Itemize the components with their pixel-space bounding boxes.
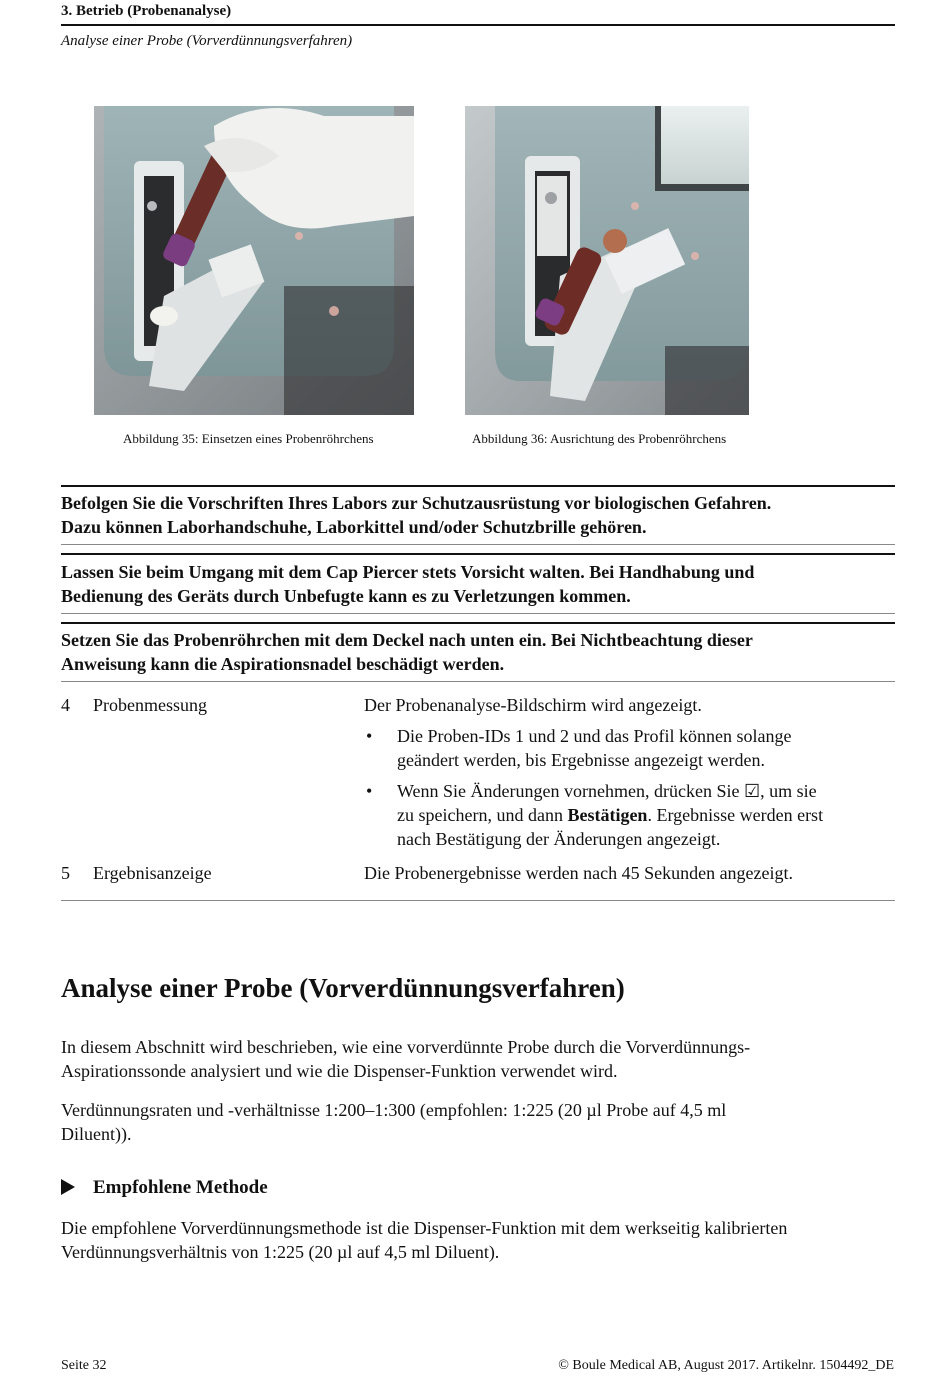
notice-2-top-rule bbox=[61, 553, 895, 555]
method-heading-text: Empfohlene Methode bbox=[93, 1177, 268, 1198]
confirm-label: Bestätigen bbox=[567, 805, 648, 825]
notice-1-line-2: Dazu können Laborhandschuhe, Laborkittel und/oder Schutzbrille gehören. bbox=[61, 517, 647, 537]
intro-line-2: Aspirationssonde analysiert und wie die Dispenser-Funktion verwendet wird. bbox=[61, 1061, 618, 1081]
notice-tube-orientation bbox=[61, 628, 895, 676]
notice-cap-piercer bbox=[61, 560, 895, 608]
step-4-bullet-2 bbox=[364, 779, 894, 851]
bullet-2-line-1-suffix: , um sie bbox=[760, 781, 817, 801]
step-5-row bbox=[0, 861, 950, 885]
rates-line-1: Verdünnungsraten und -verhältnisse 1:200–1:300 (empfohlen: 1:225 (20 µl Probe auf 4,5 ml bbox=[61, 1100, 727, 1120]
dilution-rates bbox=[61, 1098, 895, 1146]
bullet-2-line-1-prefix: Wenn Sie Änderungen vornehmen, drücken Sie bbox=[397, 781, 740, 801]
notice-biohazard bbox=[61, 491, 895, 539]
figure-35-photo bbox=[94, 106, 414, 415]
method-line-2: Verdünnungsverhältnis von 1:225 (20 µl auf 4,5 ml Diluent). bbox=[61, 1242, 500, 1262]
bullet-2-line-2-suffix: . Ergebnisse werden erst bbox=[647, 805, 824, 825]
page-number: Seite 32 bbox=[61, 1358, 107, 1373]
section-intro bbox=[61, 1035, 895, 1083]
notice-1-top-rule bbox=[61, 485, 895, 487]
copyright: © Boule Medical AB, August 2017. Artikelnr. 1504492_DE bbox=[558, 1358, 894, 1373]
notice-2-line-1: Lassen Sie beim Umgang mit dem Cap Piercer stets Vorsicht walten. Bei Handhabung und bbox=[61, 562, 755, 582]
triangle-right-icon bbox=[61, 1179, 75, 1195]
steps-bottom-rule bbox=[61, 900, 895, 901]
method-line-1: Die empfohlene Vorverdünnungsmethode ist die Dispenser-Funktion mit dem werkseitig kalibrierten bbox=[61, 1218, 788, 1238]
step-4-name: Probenmessung bbox=[93, 695, 207, 715]
notice-2-bottom-rule bbox=[61, 613, 895, 614]
notice-3-bottom-rule bbox=[61, 681, 895, 682]
notice-1-bottom-rule bbox=[61, 544, 895, 545]
step-5-description: Die Probenergebnisse werden nach 45 Sekunden angezeigt. bbox=[364, 863, 794, 883]
step-4-bullet-1 bbox=[364, 724, 894, 772]
bullet-1-line-2: geändert werden, bis Ergebnisse angezeigt werden. bbox=[397, 750, 766, 770]
bullet-2-line-3: nach Bestätigung der Änderungen angezeigt. bbox=[397, 829, 721, 849]
checkbox-icon: ☑ bbox=[743, 781, 761, 801]
step-5-name: Ergebnisanzeige bbox=[93, 863, 212, 883]
notice-3-line-1: Setzen Sie das Probenröhrchen mit dem Deckel nach unten ein. Bei Nichtbeachtung dieser bbox=[61, 630, 753, 650]
rates-line-2: Diluent)). bbox=[61, 1124, 132, 1144]
step-4-number: 4 bbox=[61, 695, 70, 715]
method-paragraph bbox=[61, 1216, 895, 1264]
step-4-description: Der Probenanalyse-Bildschirm wird angezeigt. bbox=[364, 695, 702, 715]
notice-2-line-2: Bedienung des Geräts durch Unbefugte kann es zu Verletzungen kommen. bbox=[61, 586, 631, 606]
notice-1-line-1: Befolgen Sie die Vorschriften Ihres Labors zur Schutzausrüstung vor biologischen Gefahren. bbox=[61, 493, 772, 513]
intro-line-1: In diesem Abschnitt wird beschrieben, wie eine vorverdünnte Probe durch die Vorverdünnungs- bbox=[61, 1037, 751, 1057]
running-subtitle: Analyse einer Probe (Vorverdünnungsverfahren) bbox=[61, 33, 353, 49]
chapter-title: 3. Betrieb (Probenanalyse) bbox=[61, 3, 232, 19]
step-4-row bbox=[0, 693, 950, 717]
notice-3-line-2: Anweisung kann die Aspirationsnadel beschädigt werden. bbox=[61, 654, 505, 674]
method-heading bbox=[61, 1177, 268, 1199]
bullet-1-line-1: Die Proben-IDs 1 und 2 und das Profil können solange bbox=[397, 726, 792, 746]
bullet-dot: • bbox=[366, 726, 373, 746]
bullet-dot: • bbox=[366, 781, 373, 801]
step-5-number: 5 bbox=[61, 863, 70, 883]
section-heading: Analyse einer Probe (Vorverdünnungsverfahren) bbox=[61, 973, 625, 1003]
header-divider bbox=[61, 24, 895, 26]
bullet-2-line-2-prefix: zu speichern, und dann bbox=[397, 805, 568, 825]
figure-35-caption: Abbildung 35: Einsetzen eines Probenröhrchens bbox=[123, 431, 374, 446]
notice-3-top-rule bbox=[61, 622, 895, 624]
figure-36-photo bbox=[465, 106, 749, 415]
figure-36-caption: Abbildung 36: Ausrichtung des Probenröhrchens bbox=[472, 431, 727, 446]
